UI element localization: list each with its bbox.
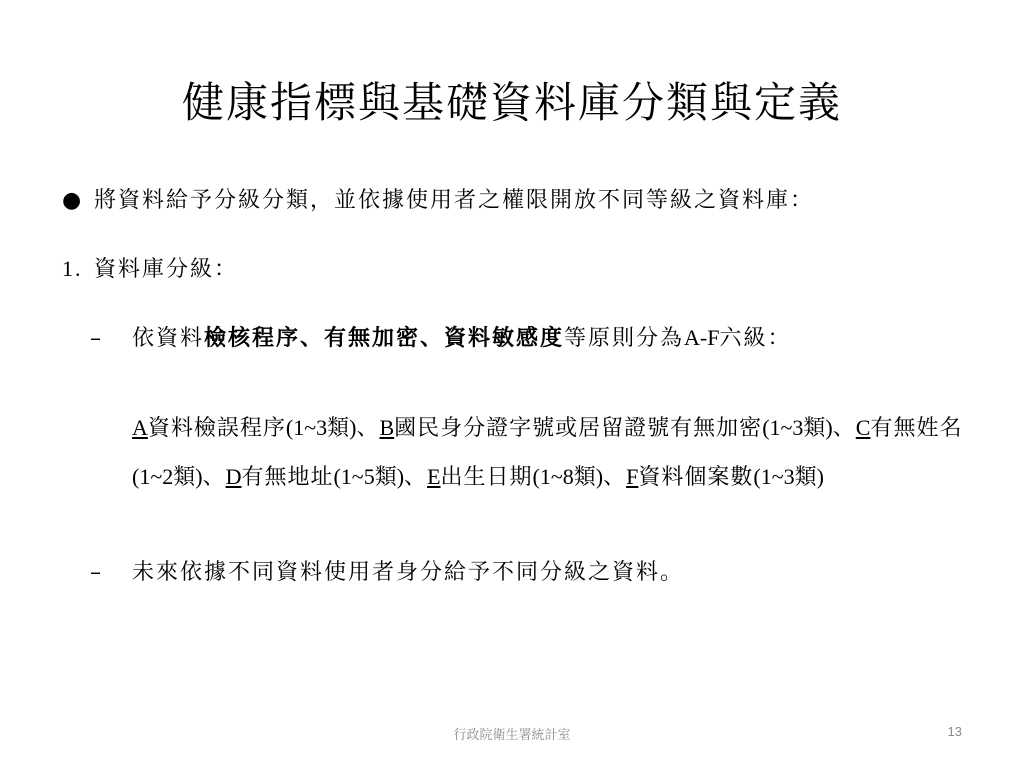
- level-item: [427, 465, 626, 490]
- sub-item-1: [62, 327, 792, 350]
- level-sep: 、: [603, 465, 627, 490]
- sub1-end: 六級：: [719, 326, 792, 351]
- level-range: (1~5類): [333, 464, 405, 489]
- level-range: (1~8類): [532, 464, 604, 489]
- level-range: (1~3類): [753, 464, 824, 489]
- bullet-dot: ●: [62, 188, 84, 213]
- level-sep: 、: [832, 416, 856, 441]
- level-sep: 、: [404, 465, 428, 490]
- level-item: [226, 465, 427, 490]
- level-letter: D: [225, 464, 242, 489]
- level-range: (1~3類): [762, 415, 833, 440]
- sub1-bold-criteria: 檢核程序、有無加密、資料敏感度: [204, 325, 565, 351]
- level-desc: 資料檢誤程序: [147, 416, 286, 441]
- level-item: [379, 416, 855, 441]
- level-desc: 國民身分證字號或居留證號有無加密: [394, 416, 763, 441]
- levels-paragraph: [132, 404, 972, 502]
- section-line: [62, 258, 238, 281]
- level-range: (1~3類): [285, 415, 357, 440]
- level-desc: 出生日期: [440, 465, 533, 490]
- footer-org: 行政院衛生署統計室: [453, 728, 571, 743]
- dash-marker: –: [90, 326, 103, 351]
- level-letter: F: [626, 464, 639, 489]
- sub1-suffix: 等原則分為: [564, 326, 685, 351]
- sub2-text: 未來依據不同資料使用者身分給予不同分級之資料。: [132, 560, 685, 585]
- bullet-line: [62, 190, 814, 212]
- level-letter: E: [427, 464, 441, 489]
- level-item: [132, 416, 379, 441]
- page-number: 13: [947, 724, 962, 739]
- sub1-range: A-F: [684, 325, 720, 350]
- bullet-text: 將資料給予分級分類，並依據使用者之權限開放不同等級之資料庫：: [94, 188, 815, 213]
- sub1-prefix: 依資料: [132, 326, 205, 351]
- level-desc: 有無地址: [241, 465, 334, 490]
- section-number: 1.: [62, 256, 83, 281]
- sub-item-2: [62, 562, 684, 584]
- level-range: (1~2類): [132, 464, 203, 489]
- level-item: [626, 465, 824, 490]
- level-desc: 有無姓名: [870, 416, 963, 441]
- slide-title: 健康指標與基礎資料庫分類與定義: [181, 78, 842, 127]
- level-sep: 、: [356, 416, 380, 441]
- level-sep: 、: [202, 465, 226, 490]
- dash-marker: –: [90, 560, 103, 585]
- level-desc: 資料個案數: [638, 465, 754, 490]
- level-letter: A: [132, 415, 148, 440]
- level-letter: C: [855, 415, 871, 440]
- section-text: 資料庫分級：: [94, 257, 239, 282]
- level-letter: B: [379, 415, 395, 440]
